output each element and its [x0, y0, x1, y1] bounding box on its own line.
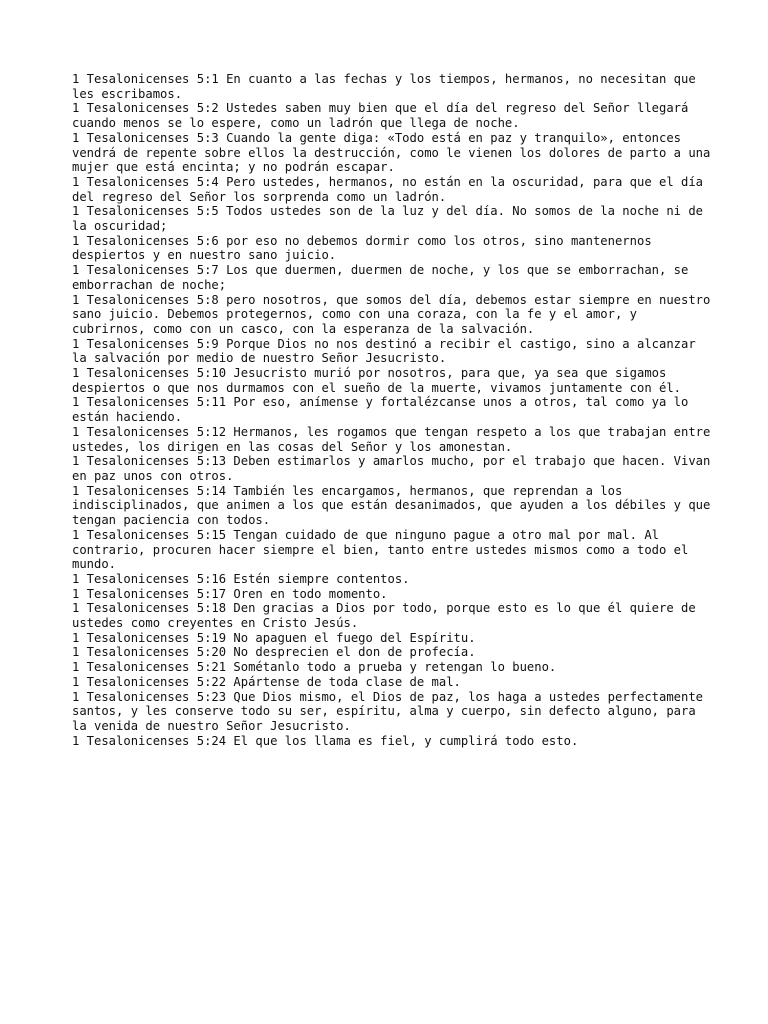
verse-5-15: 1 Tesalonicenses 5:15 Tengan cuidado de que ninguno pague a otro mal por mal. Al contrario, procuren hacer siempre el bien, tanto entre ustedes mismos como a todo el mundo.	[72, 527, 689, 572]
verse-5-16: 1 Tesalonicenses 5:16 Estén siempre contentos.	[72, 571, 410, 586]
document-page	[72, 72, 712, 748]
verse-5-19: 1 Tesalonicenses 5:19 No apaguen el fuego del Espíritu.	[72, 630, 476, 645]
verse-5-17: 1 Tesalonicenses 5:17 Oren en todo momento.	[72, 586, 388, 601]
verse-5-10: 1 Tesalonicenses 5:10 Jesucristo murió por nosotros, para que, ya sea que sigamos despiertos o que nos durmamos con el sueño de la muerte, vivamos juntamente con él.	[72, 366, 682, 395]
verse-5-12: 1 Tesalonicenses 5:12 Hermanos, les rogamos que tengan respeto a los que trabajan entre ustedes, los dirigen en las cosas del Señor y los amonestan.	[72, 424, 711, 454]
verse-5-22: 1 Tesalonicenses 5:22 Apártense de toda clase de mal.	[72, 674, 461, 689]
verse-5-8: 1 Tesalonicenses 5:8 pero nosotros, que somos del día, debemos estar siempre en nuestro sano juicio. Debemos protegernos, como con una coraza, con la fe y el amor, y cubrirnos, como con un casco, con la esperanza de la salvación.	[72, 292, 711, 336]
verse-5-1: 1 Tesalonicenses 5:1 En cuanto a las fechas y los tiempos, hermanos, no necesitan que les escribamos.	[72, 72, 696, 101]
verse-5-9: 1 Tesalonicenses 5:9 Porque Dios no nos destinó a recibir el castigo, sino a alcanzar la salvación por medio de nuestro Señor Jesucristo.	[72, 336, 696, 366]
verse-5-13: 1 Tesalonicenses 5:13 Deben estimarlos y amarlos mucho, por el trabajo que hacen. Vivan en paz unos con otros.	[72, 454, 711, 483]
verse-5-21: 1 Tesalonicenses 5:21 Sométanlo todo a prueba y retengan lo bueno.	[72, 660, 557, 675]
verse-5-20: 1 Tesalonicenses 5:20 No desprecien el don de profecía.	[72, 645, 476, 660]
verse-5-6: 1 Tesalonicenses 5:6 por eso no debemos dormir como los otros, sino mantenernos despiertos y en nuestro sano juicio.	[72, 233, 652, 263]
verse-5-14: 1 Tesalonicenses 5:14 También les encargamos, hermanos, que reprendan a los indisciplinados, que animen a los que están desanimados, que ayuden a los débiles y que tengan paciencia con todos.	[72, 483, 711, 528]
verse-5-7: 1 Tesalonicenses 5:7 Los que duermen, duermen de noche, y los que se emborrachan, se emborrachan de noche;	[72, 263, 689, 292]
verse-5-5: 1 Tesalonicenses 5:5 Todos ustedes son de la luz y del día. No somos de la noche ni de la oscuridad;	[72, 204, 704, 234]
verse-5-24: 1 Tesalonicenses 5:24 El que los llama es fiel, y cumplirá todo esto.	[72, 733, 579, 748]
verse-5-23: 1 Tesalonicenses 5:23 Que Dios mismo, el Dios de paz, los haga a ustedes perfectamente santos, y les conserve todo su ser, espíritu, alma y cuerpo, sin defecto alguno, para la venida de nuestro Señor Jesucristo.	[72, 689, 704, 733]
verse-5-18: 1 Tesalonicenses 5:18 Den gracias a Dios por todo, porque esto es lo que él quiere de ustedes como creyentes en Cristo Jesús.	[72, 601, 696, 631]
verse-5-11: 1 Tesalonicenses 5:11 Por eso, anímense y fortalézcanse unos a otros, tal como ya lo están haciendo.	[72, 395, 689, 425]
verse-5-2: 1 Tesalonicenses 5:2 Ustedes saben muy bien que el día del regreso del Señor llegará cuando menos se lo espere, como un ladrón que llega de noche.	[72, 101, 689, 131]
verse-5-4: 1 Tesalonicenses 5:4 Pero ustedes, hermanos, no están en la oscuridad, para que el día del regreso del Señor los sorprenda como un ladrón.	[72, 174, 704, 204]
verse-5-3: 1 Tesalonicenses 5:3 Cuando la gente diga: «Todo está en paz y tranquilo», entonces vendrá de repente sobre ellos la destrucción, como le vienen los dolores de parto a una mujer que está encinta; y no podrán escapar.	[72, 130, 711, 175]
